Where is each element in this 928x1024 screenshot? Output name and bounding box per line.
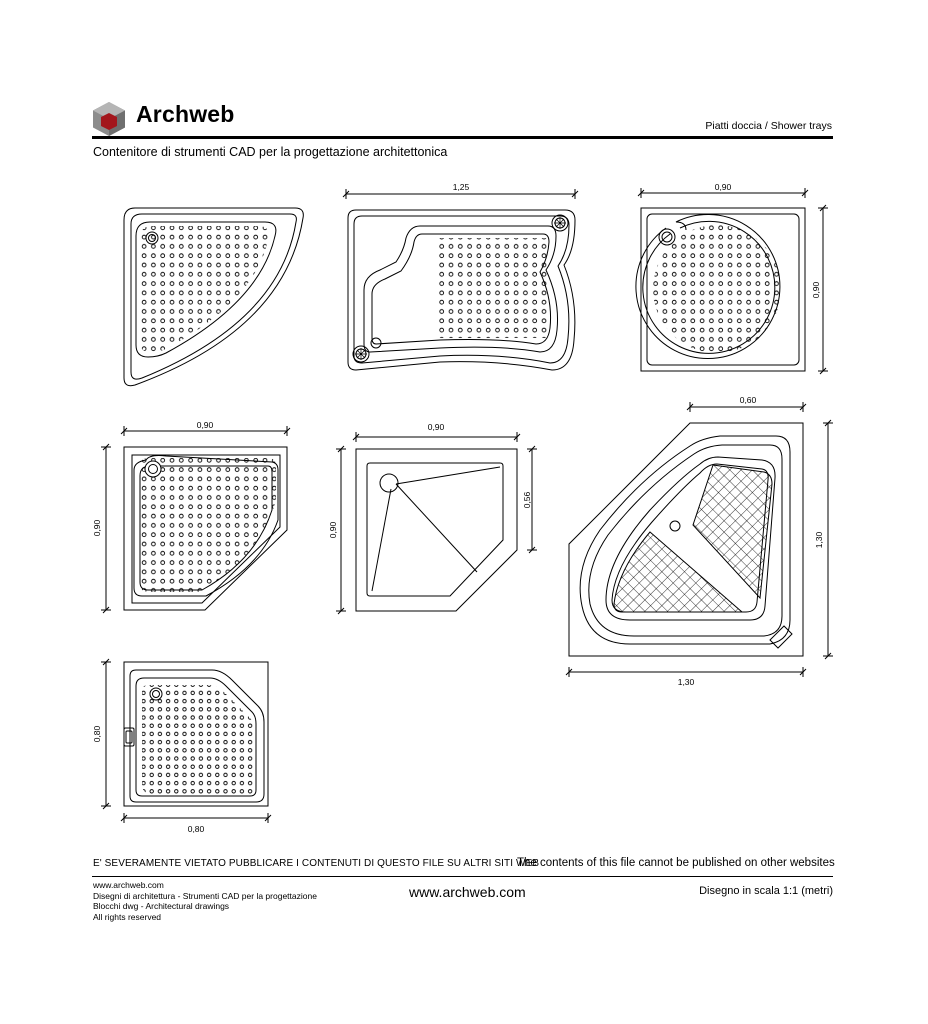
tray-pentagonal-dotted [92,420,290,613]
footer-credit-line: Disegni di architettura - Strumenti CAD per la progettazione [93,890,317,901]
tray-5-depth-label: 0,90 [328,521,338,539]
tray-6-width-label: 1,30 [677,677,695,687]
footer-credit-line: All rights reserved [93,911,162,922]
tray-rectangular-curved [343,182,578,370]
tray-2-width-label: 1,25 [452,182,470,192]
copyright-warning-english: The contents of this file cannot be published on other websites [517,857,835,869]
tray-square-round [636,182,828,374]
tray-4-width-label: 0,90 [196,420,214,430]
footer-credits [93,880,317,922]
tray-7-depth-label: 0,80 [92,725,102,743]
tray-quarter-round [124,208,303,386]
tagline: Contenitore di strumenti CAD per la progettazione architettonica [93,145,448,159]
tray-3-depth-label: 0,90 [811,281,821,299]
tray-small-square [92,659,271,834]
footer-credit-line[interactable]: www.archweb.com [93,880,164,890]
tray-large-corner [566,395,833,687]
website-link[interactable]: www.archweb.com [409,884,526,900]
tray-6-side-label: 0,60 [739,395,757,405]
brand-name: Archweb [136,101,235,127]
footer-rule [92,876,833,877]
tray-5-side-label: 0,56 [522,491,532,509]
drawing-category: Piatti doccia / Shower trays [705,120,832,132]
tray-pentagonal-plain [328,422,537,614]
copyright-warning-italian: E' SEVERAMENTE VIETATO PUBBLICARE I CONTENUTI DI QUESTO FILE SU ALTRI SITI WEB [93,858,540,869]
tray-5-width-label: 0,90 [427,422,445,432]
tray-6-depth-label: 1,30 [814,531,824,549]
footer-credit-line: Blocchi dwg - Architectural drawings [93,901,230,911]
tray-3-width-label: 0,90 [714,182,732,192]
tray-4-depth-label: 0,90 [92,519,102,537]
tray-7-width-label: 0,80 [187,824,205,834]
scale-note: Disegno in scala 1:1 (metri) [699,885,833,897]
